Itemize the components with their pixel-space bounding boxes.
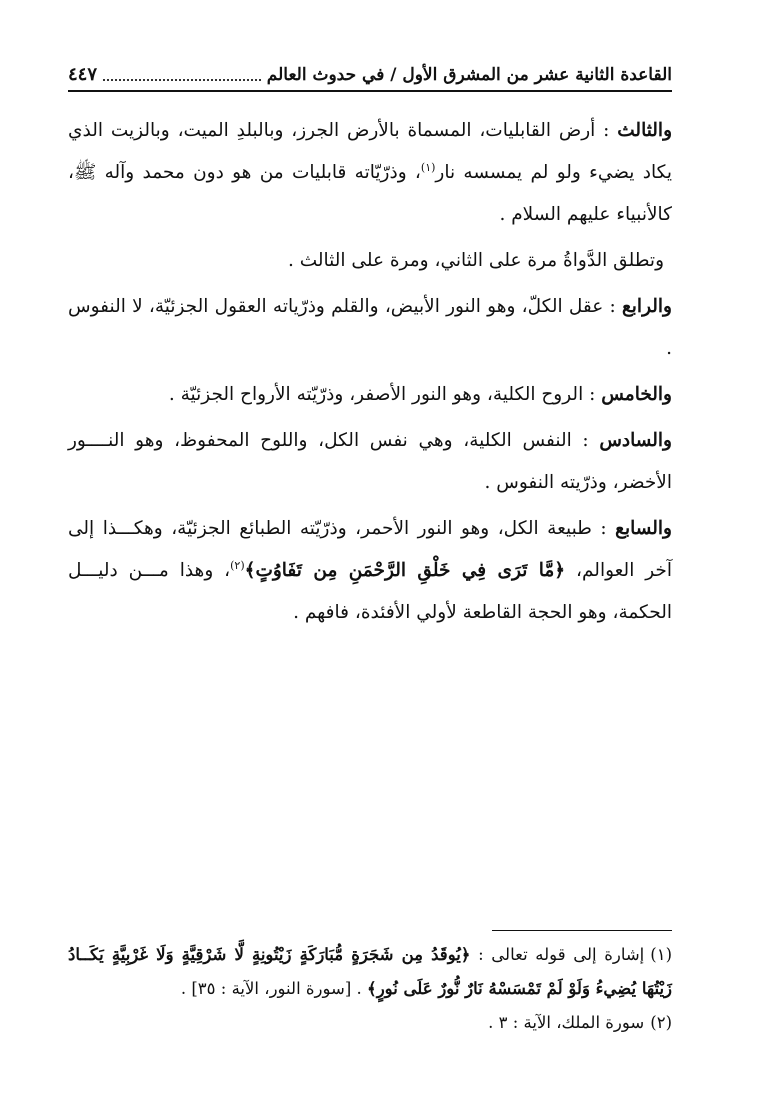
heading-sixth: والسادس [599, 430, 672, 451]
page [68, 50, 672, 1080]
page-number: ٤٤٧ [68, 64, 98, 85]
footnote-1 [68, 938, 672, 1006]
paragraph-third [68, 110, 672, 236]
paragraph-fifth [68, 374, 672, 416]
footnote-1-quran: ﴿يُوقَدُ مِن شَجَرَةٍ مُّبَارَكَةٍ زَيْتُونِةٍ لَّا شَرْقِيَّةٍ وَلَا غَرْبِيَّةٍ يَكَــادُ زَيْتُهَا يُضِيءُ وَلَوْ لَمْ تَمْسَسْهُ نَارٌ نُّورٌ عَلَى نُورٍ﴾ [68, 945, 672, 998]
header-title: القاعدة الثانية عشر من المشرق الأول / في حدوث العالم [266, 65, 672, 85]
paragraph-third-text-1: : أرض القابليات، المسماة بالأرض الجرز، وبالبلدِ الميت، وبالزيت الذي يكاد يضيء ولو لم يمسسه نار [68, 120, 672, 183]
running-header [68, 50, 672, 92]
footnote-divider [492, 930, 672, 931]
footnotes [68, 938, 672, 1040]
heading-fifth: والخامس [601, 384, 672, 405]
paragraph-fourth-text: : عقل الكلّ، وهو النور الأبيض، والقلم وذرّياته العقول الجزئيّة، لا النفوس . [68, 296, 672, 359]
paragraph-fourth [68, 286, 672, 370]
paragraph-third-text-2: ، وذرّيّاته قابليات من هو دون محمد وآله ﷺ، كالأنبياء عليهم السلام . [68, 162, 672, 225]
paragraph-seventh [68, 508, 672, 634]
footnote-2-text: سورة الملك، الآية : ٣ . [488, 1013, 645, 1032]
footnote-ref-2[interactable]: (٢) [230, 558, 245, 572]
footnote-2 [68, 1006, 672, 1040]
paragraph-seventh-text-1: : طبيعة الكل، وهو النور الأحمر، وذرّيّته الطبائع الجزئيّة، وهكـــذا إلى آخر العوالم، [68, 518, 672, 581]
paragraph-sixth [68, 420, 672, 504]
quran-verse: ﴿مَّا تَرَى فِي خَلْقِ الرَّحْمَنِ مِن تَفَاوُتٍ﴾ [244, 560, 566, 581]
paragraph-inkwell: وتطلق الدَّواةُ مرة على الثاني، ومرة على الثالث . [287, 250, 664, 271]
footnote-2-number: (٢) [650, 1013, 672, 1032]
paragraph-fifth-text: : الروح الكلية، وهو النور الأصفر، وذرّيّته الأرواح الجزئيّة . [168, 384, 602, 405]
footnote-ref-1[interactable]: (١) [420, 160, 436, 174]
heading-fourth: والرابع [621, 296, 672, 317]
footnote-1-number: (١) [650, 945, 673, 964]
footnote-1-text-1: إشارة إلى قوله تعالى : [470, 945, 645, 964]
heading-third: والثالث [617, 120, 672, 141]
footnote-1-text-2: . [سورة النور، الآية : ٣٥] . [180, 979, 368, 998]
paragraph-sixth-text: : النفس الكلية، وهي نفس الكل، واللوح المحفوظ، وهو النــــور الأخضر، وذرّيته النفوس . [68, 430, 672, 493]
paragraph-seventh-text-2: ، وهذا مـــن دليـــل الحكمة، وهو الحجة القاطعة لأولي الأفئدة، فافهم . [68, 560, 672, 623]
header-leader-dots [103, 78, 261, 81]
main-text [68, 110, 672, 638]
heading-seventh: والسابع [615, 518, 672, 539]
